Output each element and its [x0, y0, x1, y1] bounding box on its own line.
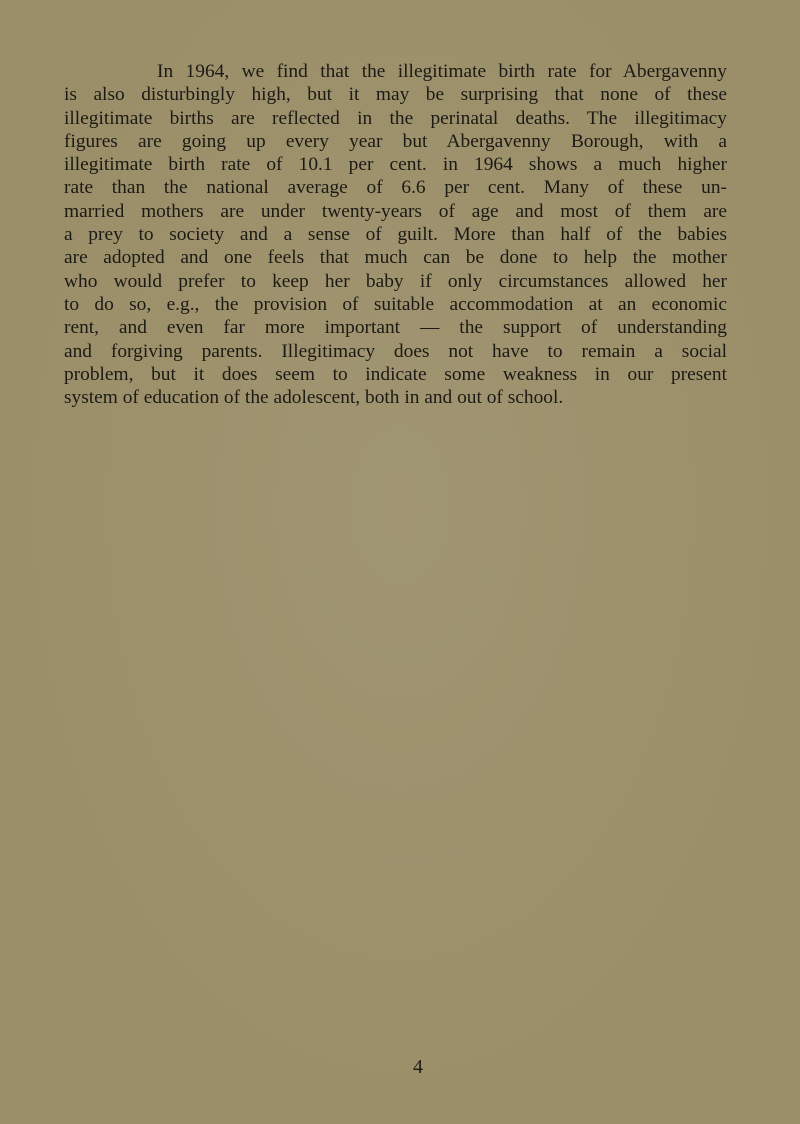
paragraph-line: is also disturbingly high, but it may be surprising that none of these — [64, 84, 727, 106]
paragraph-line: rate than the national average of 6.6 per cent. Many of these un- — [64, 177, 727, 199]
paragraph-line: figures are going up every year but Abergavenny Borough, with a — [64, 130, 727, 152]
paragraph-line: a prey to society and a sense of guilt. More than half of the babies — [64, 224, 727, 246]
paragraph-line: and forgiving parents. Illegitimacy does not have to remain a social — [64, 340, 727, 362]
paragraph-line: rent, and even far more important — the support of understanding — [64, 317, 727, 339]
paragraph-line: illegitimate birth rate of 10.1 per cent. in 1964 shows a much higher — [64, 154, 727, 176]
paragraph-line: system of education of the adolescent, both in and out of school. — [64, 387, 564, 409]
paragraph-line: to do so, e.g., the provision of suitable accommodation at an economic — [64, 293, 727, 315]
paragraph-line: married mothers are under twenty-years of age and most of them are — [64, 200, 727, 222]
paragraph-line: illegitimate births are reflected in the perinatal deaths. The illegitimacy — [64, 107, 727, 129]
body-paragraph — [64, 60, 727, 409]
page-number — [0, 1055, 800, 1079]
paragraph-line: are adopted and one feels that much can be done to help the mother — [64, 247, 727, 269]
paragraph-line: In 1964, we find that the illegitimate birth rate for Abergavenny — [157, 61, 727, 82]
paragraph-line: who would prefer to keep her baby if only circumstances allowed her — [64, 270, 727, 292]
paragraph-line: problem, but it does seem to indicate some weakness in our present — [64, 363, 727, 385]
page-number-text: 4 — [413, 1056, 423, 1078]
